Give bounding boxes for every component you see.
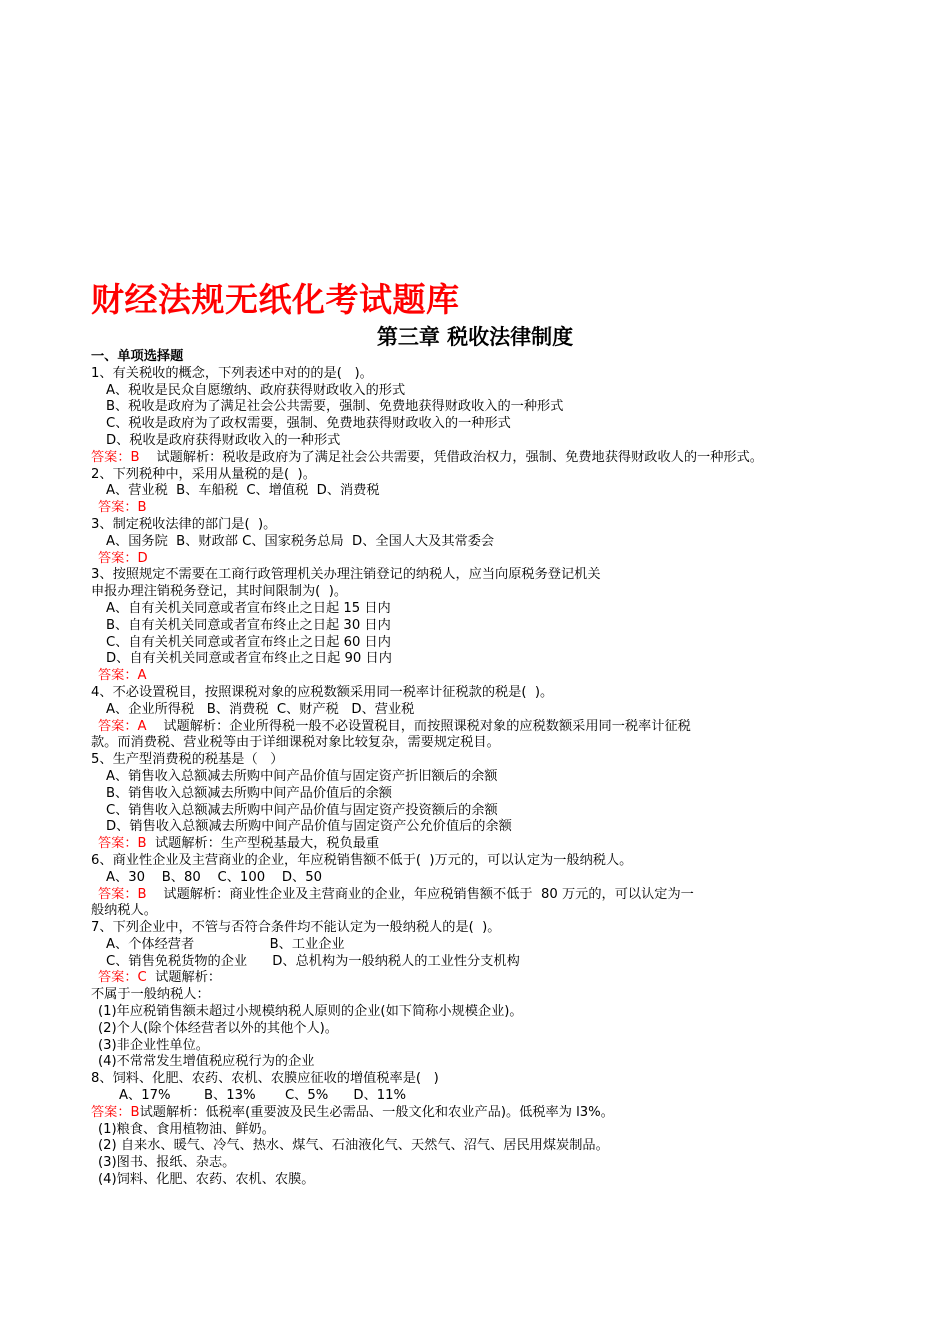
question-list	[91, 349, 871, 1189]
question-6-stem: 5、生产型消费税的税基是（ ）	[91, 752, 284, 768]
question-6-answer-block	[91, 836, 871, 853]
question-5-explanation-line2: 款。而消费税、营业税等由于详细课税对象比较复杂，需要规定税目。	[91, 735, 500, 751]
question-9-stem: 8、饲料、化肥、农药、农机、农膜应征收的增值税率是( )	[91, 1071, 439, 1087]
question-1-option-b: B、税收是政府为了满足社会公共需要，强制、免费地获得财政收入的一种形式	[106, 399, 564, 415]
question-6-answer: 答案：B	[98, 836, 147, 852]
question-6-option-a: A、销售收入总额减去所购中间产品价值与固定资产折旧额后的余额	[106, 768, 498, 784]
question-3-stem: 3、制定税收法律的部门是( )。	[91, 516, 277, 532]
question-4-option-b: B、自有关机关同意或者宣布终止之日起 30 日内	[106, 617, 391, 633]
question-9-note-4: (4)饲料、化肥、农药、农机、农膜。	[98, 1172, 315, 1188]
section-heading: 一、单项选择题	[91, 349, 184, 364]
question-8-note-4: (4)不常常发生增值税应税行为的企业	[98, 1054, 315, 1070]
question-8-stem: 7、下列企业中，不管与否符合条件均不能认定为一般纳税人的是( )。	[91, 920, 501, 936]
question-5-options: A、企业所得税 B、消费税 C、财产税 D、营业税	[106, 701, 415, 717]
question-8-options-row1: A、个体经营者 B、工业企业	[106, 936, 345, 952]
question-1-option-a: A、税收是民众自愿缴纳、政府获得财政收入的形式	[106, 382, 406, 398]
question-8-options-row2: C、销售免税货物的企业 D、总机构为一般纳税人的工业性分支机构	[106, 953, 520, 969]
question-9-explanation: 试题解析：低税率(重要波及民生必需品、一般文化和农业产品)。低税率为 l3%。	[139, 1104, 614, 1120]
question-9-answer: 答案：B	[91, 1104, 140, 1120]
question-8-note-heading: 不属于一般纳税人：	[91, 987, 210, 1003]
question-6-option-d: D、销售收入总额减去所购中间产品价值与固定资产公允价值后的余额	[106, 819, 512, 835]
question-3-options: A、国务院 B、财政部 C、国家税务总局 D、全国人大及其常委会	[106, 533, 495, 549]
question-9-note-1: (1)粮食、食用植物油、鲜奶。	[98, 1121, 275, 1137]
question-1-answer-block	[91, 450, 871, 467]
question-4-option-c: C、自有关机关同意或者宣布终止之日起 60 日内	[106, 634, 391, 650]
question-7-explanation-line1: 试题解析：商业性企业及主营商业的企业，年应税销售额不低于 80 万元的，可以认定为一	[146, 886, 694, 902]
question-9-options: A、17% B、13% C、5% D、11%	[119, 1088, 407, 1104]
question-4-stem-line2: 申报办理注销税务登记，其时间限制为( )。	[91, 584, 348, 600]
question-1-answer: 答案：B	[91, 449, 140, 465]
question-7-options: A、30 B、80 C、100 D、50	[106, 869, 322, 885]
question-1-option-d: D、税收是政府获得财政收入的一种形式	[106, 432, 341, 448]
question-2-stem: 2、下列税种中，采用从量税的是( )。	[91, 466, 316, 482]
question-8-explanation: 试题解析：	[146, 970, 222, 986]
question-8-note-2: (2)个人(除个体经营者以外的其他个人)。	[98, 1020, 338, 1036]
question-4-option-d: D、自有关机关同意或者宣布终止之日起 90 日内	[106, 651, 392, 667]
question-2-answer: 答案：B	[98, 500, 147, 516]
question-9-answer-block	[91, 1105, 871, 1122]
question-4-option-a: A、自有关机关同意或者宣布终止之日起 15 日内	[106, 600, 391, 616]
question-8-answer-block	[91, 970, 871, 987]
question-6-explanation: 试题解析：生产型税基最大，税负最重	[146, 836, 380, 852]
question-9-note-3: (3)图书、报纸、杂志。	[98, 1155, 236, 1171]
question-1-stem: 1、有关税收的概念，下列表述中对的的是( )。	[91, 365, 373, 381]
question-5-answer-block	[91, 719, 871, 736]
question-7-explanation-line2: 般纳税人。	[91, 903, 157, 919]
question-6-option-b: B、销售收入总额减去所购中间产品价值后的余额	[106, 785, 392, 801]
question-4-stem-line1: 3、按照规定不需要在工商行政管理机关办理注销登记的纳税人，应当向原税务登记机关	[91, 567, 601, 583]
question-6-option-c: C、销售收入总额减去所购中间产品价值与固定资产投资额后的余额	[106, 802, 498, 818]
document-title: 财经法规无纸化考试题库	[91, 280, 460, 319]
question-1-explanation: 试题解析：税收是政府为了满足社会公共需要，凭借政治权力，强制、免费地获得财政收人的一种形式。	[139, 449, 763, 465]
question-7-answer: 答案：B	[98, 886, 147, 902]
question-7-answer-block	[91, 887, 871, 904]
chapter-title: 第三章 税收法律制度	[376, 325, 574, 349]
question-2-options: A、营业税 B、车船税 C、增值税 D、消费税	[106, 483, 380, 499]
question-1-option-c: C、税收是政府为了政权需要，强制、免费地获得财政收入的一种形式	[106, 416, 511, 432]
question-4-answer: 答案：A	[98, 668, 147, 684]
question-5-stem: 4、不必设置税目，按照课税对象的应税数额采用同一税率计征税款的税是( )。	[91, 684, 554, 700]
question-8-answer: 答案：C	[98, 970, 147, 986]
question-3-answer: 答案：D	[98, 550, 148, 566]
question-7-stem: 6、商业性企业及主营商业的企业，年应税销售额不低于( )万元的，可以认定为一般纳税人。	[91, 852, 633, 868]
question-5-answer: 答案：A	[98, 718, 147, 734]
question-9-note-2: (2) 自来水、暖气、冷气、热水、煤气、石油液化气、天然气、沼气、居民用煤炭制品。	[98, 1138, 609, 1154]
question-8-note-1: (1)年应税销售额未超过小规模纳税人原则的企业(如下简称小规模企业)。	[98, 1004, 523, 1020]
question-5-explanation-line1: 试题解析：企业所得税一般不必设置税目，而按照课税对象的应税数额采用同一税率计征税	[146, 718, 691, 734]
question-8-note-3: (3)非企业性单位。	[98, 1037, 209, 1053]
